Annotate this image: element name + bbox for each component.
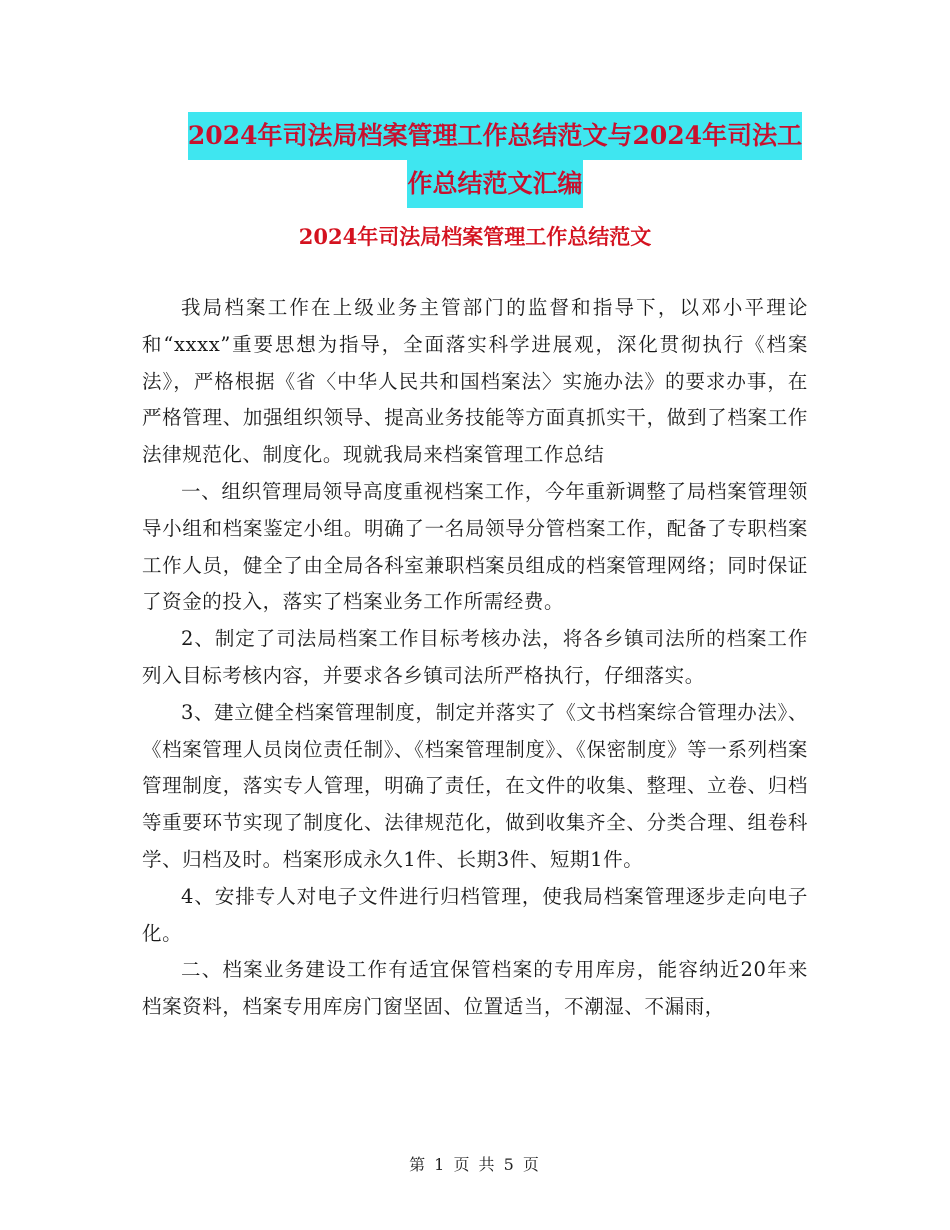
paragraph-organization: 一、组织管理局领导高度重视档案工作，今年重新调整了局档案管理领导小组和档案鉴定小组。明确了一名局领导分管档案工作，配备了专职档案工作人员，健全了由全局各科室兼职档案员组成的档案管理网络；同时保证了资金的投入，落实了档案业务工作所需经费。 xyxy=(142,479,808,614)
page-number-footer: 第 1 页 共 5 页 xyxy=(409,1155,541,1174)
paragraph-business: 二、档案业务建设工作有适宜保管档案的专用库房，能容纳近20年来档案资料，档案专用库房门窗坚固、位置适当，不潮湿、不漏雨， xyxy=(142,958,808,1019)
paragraph-item-2: 2、制定了司法局档案工作目标考核办法，将各乡镇司法所的档案工作列入目标考核内容，并要求各乡镇司法所严格执行，仔细落实。 xyxy=(142,627,808,687)
title-line-1: 2024年司法局档案管理工作总结范文与2024年司法工 xyxy=(188,112,802,160)
document-title xyxy=(130,112,860,208)
paragraph-item-3: 3、建立健全档案管理制度，制定并落实了《文书档案综合管理办法》、《档案管理人员岗位责任制》、《档案管理制度》、《保密制度》等一系列档案管理制度，落实专人管理，明确了责任，在文件的收集、整理、立卷、归档等重要环节实现了制度化、法律规范化，做到收集齐全、分类合理、组卷科学、归档及时。档案形成永久1件、长期3件、短期1件。 xyxy=(142,700,808,871)
title-line-2: 作总结范文汇编 xyxy=(407,160,582,208)
document-body xyxy=(142,290,808,1026)
paragraph-intro: 我局档案工作在上级业务主管部门的监督和指导下，以邓小平理论和“xxxx”重要思想为指导，全面落实科学进展观，深化贯彻执行《档案法》，严格根据《省〈中华人民共和国档案法〉实施办法》的要求办事，在严格管理、加强组织领导、提高业务技能等方面真抓实干，做到了档案工作法律规范化、制度化。现就我局来档案管理工作总结 xyxy=(142,296,808,467)
paragraph-item-4: 4、安排专人对电子文件进行归档管理，使我局档案管理逐步走向电子化。 xyxy=(142,884,808,945)
section-title: 2024年司法局档案管理工作总结范文 xyxy=(298,224,652,249)
